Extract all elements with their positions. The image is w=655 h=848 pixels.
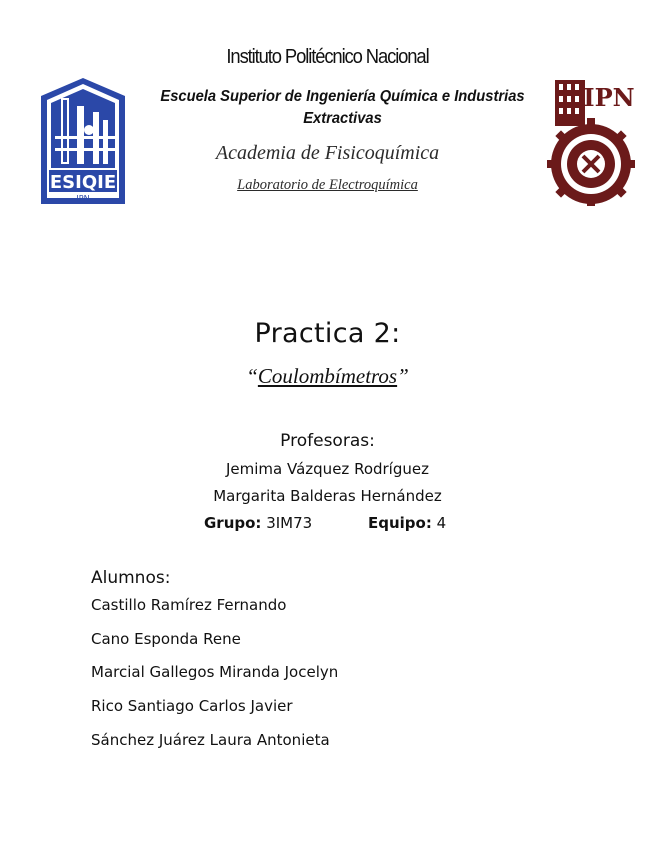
laboratory-name: Laboratorio de Electroquímica: [237, 177, 418, 193]
report-subtitle: [0, 364, 655, 389]
esiqie-logo: [37, 76, 129, 208]
group-info: [204, 514, 312, 532]
group-label: Grupo:: [204, 514, 262, 532]
student-name: Castillo Ramírez Fernando: [91, 596, 287, 614]
professor-name: Jemima Vázquez Rodríguez: [226, 460, 429, 478]
report-title: Practica 2:: [254, 318, 401, 349]
esiqie-logo-text: ESIQIE: [49, 172, 117, 193]
ipn-logo: [545, 72, 637, 208]
professors-label: Profesoras:: [280, 431, 375, 451]
student-name: Rico Santiago Carlos Javier: [91, 697, 293, 715]
school-name: Escuela Superior de Ingeniería Química e Industrias Extractivas: [160, 88, 525, 127]
student-name: Sánchez Juárez Laura Antonieta: [91, 731, 330, 749]
team-label: Equipo:: [368, 514, 432, 532]
team-info: [368, 514, 446, 532]
esiqie-logo-subtext: IPN: [76, 194, 90, 203]
student-name: Marcial Gallegos Miranda Jocelyn: [91, 663, 339, 681]
student-name: Cano Esponda Rene: [91, 630, 241, 648]
ipn-logo-text: IPN: [583, 83, 635, 112]
open-quote: “: [246, 364, 258, 388]
team-value: 4: [436, 514, 447, 532]
institution-name: Instituto Politécnico Nacional: [226, 46, 429, 68]
subtitle-text: Coulombímetros: [257, 364, 398, 388]
close-quote: ”: [397, 364, 409, 388]
group-value: 3IM73: [266, 514, 313, 532]
professor-name: Margarita Balderas Hernández: [213, 487, 442, 505]
students-label: Alumnos:: [91, 568, 171, 588]
academy-name: Academia de Fisicoquímica: [215, 142, 440, 164]
